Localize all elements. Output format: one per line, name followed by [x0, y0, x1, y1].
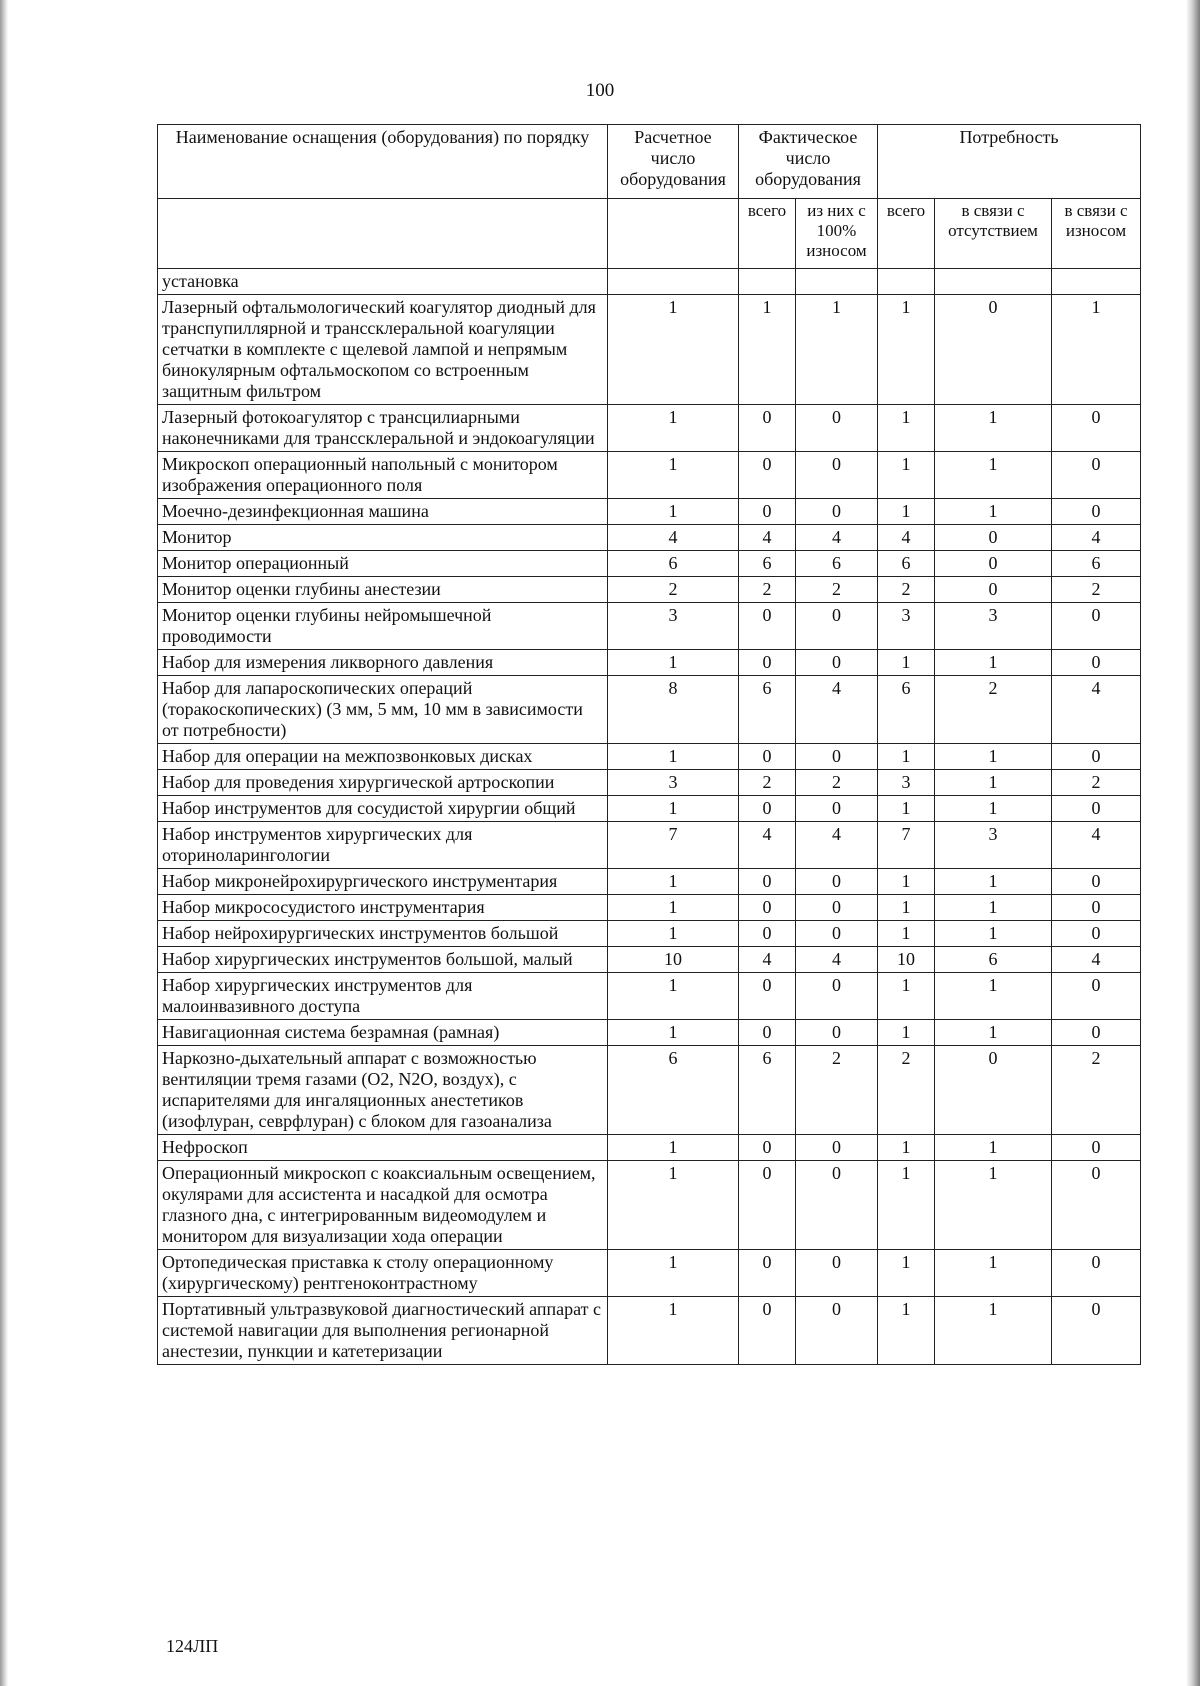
cell-need-absence: 2	[935, 676, 1052, 744]
table-row	[158, 405, 1141, 452]
cell-name: Набор хирургических инструментов большой, малый	[158, 947, 608, 973]
cell-need-absence: 1	[935, 1250, 1052, 1297]
cell-actual-total: 0	[739, 650, 796, 676]
table-row	[158, 551, 1141, 577]
cell-actual-worn: 0	[796, 499, 878, 525]
cell-calculated: 1	[608, 405, 739, 452]
cell-need-total: 7	[878, 822, 935, 869]
cell-actual-worn: 0	[796, 650, 878, 676]
cell-calculated: 1	[608, 1161, 739, 1250]
cell-actual-total	[739, 269, 796, 295]
cell-actual-total: 0	[739, 603, 796, 650]
header-calculated: Расчетное число оборудования	[608, 125, 739, 199]
cell-actual-total: 4	[739, 525, 796, 551]
cell-need-absence: 1	[935, 1161, 1052, 1250]
cell-need-absence: 1	[935, 1020, 1052, 1046]
cell-calculated: 10	[608, 947, 739, 973]
cell-need-wear: 0	[1052, 499, 1141, 525]
cell-name: Набор микрососудистого инструментария	[158, 895, 608, 921]
cell-need-wear: 0	[1052, 869, 1141, 895]
cell-need-total: 2	[878, 1046, 935, 1135]
cell-name: Ортопедическая приставка к столу операционному (хирургическому) рентгеноконтрастному	[158, 1250, 608, 1297]
cell-need-wear: 4	[1052, 525, 1141, 551]
cell-need-wear: 0	[1052, 650, 1141, 676]
cell-actual-total: 2	[739, 770, 796, 796]
cell-calculated: 1	[608, 452, 739, 499]
cell-need-total: 1	[878, 295, 935, 405]
cell-need-absence: 1	[935, 1297, 1052, 1365]
table-row	[158, 744, 1141, 770]
cell-name: Операционный микроскоп с коаксиальным освещением, окулярами для ассистента и насадкой для осмотра глазного дна, с интегрированным видеомодулем и монитором для визуализации хода операции	[158, 1161, 608, 1250]
cell-need-absence: 1	[935, 770, 1052, 796]
table-row	[158, 947, 1141, 973]
cell-actual-worn: 4	[796, 676, 878, 744]
page-number: 100	[585, 80, 615, 101]
cell-actual-worn: 0	[796, 1161, 878, 1250]
table-row	[158, 921, 1141, 947]
cell-need-wear: 2	[1052, 577, 1141, 603]
cell-need-wear: 0	[1052, 603, 1141, 650]
cell-calculated: 8	[608, 676, 739, 744]
cell-calculated: 1	[608, 1250, 739, 1297]
cell-actual-total: 0	[739, 1250, 796, 1297]
cell-need-absence: 1	[935, 973, 1052, 1020]
table-row	[158, 770, 1141, 796]
cell-actual-total: 0	[739, 796, 796, 822]
cell-need-wear: 0	[1052, 452, 1141, 499]
cell-actual-worn: 4	[796, 525, 878, 551]
cell-actual-worn: 0	[796, 1297, 878, 1365]
cell-actual-total: 0	[739, 869, 796, 895]
cell-calculated: 3	[608, 603, 739, 650]
cell-need-absence: 6	[935, 947, 1052, 973]
cell-need-wear: 0	[1052, 1161, 1141, 1250]
cell-calculated: 4	[608, 525, 739, 551]
cell-actual-total: 0	[739, 499, 796, 525]
header-need-total: всего	[878, 199, 935, 269]
cell-calculated: 1	[608, 295, 739, 405]
table-row	[158, 295, 1141, 405]
cell-name: Монитор операционный	[158, 551, 608, 577]
cell-need-absence: 1	[935, 452, 1052, 499]
cell-calculated: 1	[608, 499, 739, 525]
table-row	[158, 269, 1141, 295]
table-row	[158, 1135, 1141, 1161]
header-actual-total: всего	[739, 199, 796, 269]
cell-name: Наркозно-дыхательный аппарат с возможностью вентиляции тремя газами (О2, N2O, воздух), с испарителями для ингаляционных анестетиков (изофлуран, севрфлуран) с блоком для газоанализа	[158, 1046, 608, 1135]
cell-calculated: 1	[608, 744, 739, 770]
cell-actual-worn: 0	[796, 744, 878, 770]
header-name: Наименование оснащения (оборудования) по порядку	[158, 125, 608, 199]
table-row	[158, 1046, 1141, 1135]
cell-need-wear: 0	[1052, 744, 1141, 770]
cell-actual-total: 6	[739, 1046, 796, 1135]
cell-name: Набор инструментов хирургических для оториноларингологии	[158, 822, 608, 869]
cell-actual-worn: 0	[796, 1250, 878, 1297]
scan-right-edge	[1186, 0, 1200, 1686]
cell-need-absence: 1	[935, 796, 1052, 822]
cell-actual-total: 0	[739, 921, 796, 947]
cell-name: Монитор	[158, 525, 608, 551]
cell-need-total: 1	[878, 869, 935, 895]
cell-actual-total: 0	[739, 973, 796, 1020]
cell-actual-worn: 0	[796, 1020, 878, 1046]
cell-need-wear: 0	[1052, 405, 1141, 452]
cell-name: Набор микронейрохирургического инструментария	[158, 869, 608, 895]
cell-need-total: 3	[878, 603, 935, 650]
cell-actual-total: 1	[739, 295, 796, 405]
cell-actual-worn: 0	[796, 869, 878, 895]
cell-actual-total: 0	[739, 744, 796, 770]
cell-actual-worn: 2	[796, 577, 878, 603]
cell-actual-total: 0	[739, 1161, 796, 1250]
cell-name: Набор инструментов для сосудистой хирургии общий	[158, 796, 608, 822]
cell-actual-worn: 0	[796, 895, 878, 921]
cell-calculated: 6	[608, 1046, 739, 1135]
cell-calculated: 7	[608, 822, 739, 869]
cell-calculated: 1	[608, 1297, 739, 1365]
cell-actual-total: 2	[739, 577, 796, 603]
cell-need-wear: 0	[1052, 796, 1141, 822]
cell-need-total: 1	[878, 1250, 935, 1297]
header-name-cont	[158, 199, 608, 269]
footer-code: 124ЛП	[166, 1636, 219, 1656]
table-row	[158, 1161, 1141, 1250]
cell-need-wear	[1052, 269, 1141, 295]
cell-need-total: 1	[878, 452, 935, 499]
cell-calculated: 6	[608, 551, 739, 577]
cell-actual-worn: 4	[796, 822, 878, 869]
cell-need-wear: 0	[1052, 1297, 1141, 1365]
cell-actual-total: 0	[739, 1135, 796, 1161]
cell-need-absence: 0	[935, 295, 1052, 405]
cell-need-absence: 1	[935, 1135, 1052, 1161]
cell-actual-total: 4	[739, 947, 796, 973]
table-row	[158, 603, 1141, 650]
cell-actual-worn: 4	[796, 947, 878, 973]
cell-actual-worn	[796, 269, 878, 295]
cell-need-absence: 0	[935, 551, 1052, 577]
table-row	[158, 869, 1141, 895]
cell-need-total: 1	[878, 499, 935, 525]
cell-name: Монитор оценки глубины анестезии	[158, 577, 608, 603]
table-row	[158, 973, 1141, 1020]
cell-name: Набор для измерения ликворного давления	[158, 650, 608, 676]
cell-name: Портативный ультразвуковой диагностический аппарат с системой навигации для выполнения регионарной анестезии, пункции и катетеризации	[158, 1297, 608, 1365]
cell-need-absence: 0	[935, 525, 1052, 551]
cell-need-total: 1	[878, 405, 935, 452]
table-row	[158, 895, 1141, 921]
cell-need-absence: 1	[935, 650, 1052, 676]
cell-need-absence	[935, 269, 1052, 295]
cell-name: Навигационная система безрамная (рамная)	[158, 1020, 608, 1046]
cell-calculated: 2	[608, 577, 739, 603]
cell-need-total: 6	[878, 551, 935, 577]
table-row	[158, 1297, 1141, 1365]
cell-actual-total: 0	[739, 1020, 796, 1046]
cell-actual-total: 0	[739, 895, 796, 921]
cell-name: Набор нейрохирургических инструментов большой	[158, 921, 608, 947]
cell-name: Набор для операции на межпозвонковых дисках	[158, 744, 608, 770]
header-actual-worn: из них с 100% износом	[796, 199, 878, 269]
header-need-wear: в связи с износом	[1052, 199, 1141, 269]
cell-calculated: 3	[608, 770, 739, 796]
cell-need-absence: 1	[935, 921, 1052, 947]
cell-calculated: 1	[608, 796, 739, 822]
cell-actual-total: 0	[739, 452, 796, 499]
cell-calculated: 1	[608, 650, 739, 676]
table-body	[158, 269, 1141, 1365]
header-actual: Фактическое число оборудования	[739, 125, 878, 199]
table-row	[158, 499, 1141, 525]
cell-need-wear: 4	[1052, 822, 1141, 869]
cell-name: Нефроскоп	[158, 1135, 608, 1161]
cell-need-wear: 0	[1052, 1135, 1141, 1161]
cell-need-total: 4	[878, 525, 935, 551]
cell-actual-total: 0	[739, 405, 796, 452]
header-need: Потребность	[878, 125, 1141, 199]
cell-need-absence: 3	[935, 603, 1052, 650]
cell-name: Набор хирургических инструментов для малоинвазивного доступа	[158, 973, 608, 1020]
cell-actual-worn: 0	[796, 921, 878, 947]
table-row	[158, 822, 1141, 869]
cell-calculated: 1	[608, 1135, 739, 1161]
cell-need-absence: 0	[935, 577, 1052, 603]
cell-calculated: 1	[608, 895, 739, 921]
cell-need-total: 1	[878, 1297, 935, 1365]
cell-actual-worn: 2	[796, 770, 878, 796]
cell-need-wear: 4	[1052, 947, 1141, 973]
cell-actual-worn: 0	[796, 796, 878, 822]
cell-need-total: 1	[878, 1161, 935, 1250]
cell-need-wear: 0	[1052, 921, 1141, 947]
cell-need-absence: 0	[935, 1046, 1052, 1135]
cell-actual-worn: 0	[796, 973, 878, 1020]
cell-actual-total: 6	[739, 551, 796, 577]
cell-actual-total: 6	[739, 676, 796, 744]
cell-actual-worn: 0	[796, 405, 878, 452]
cell-need-total: 1	[878, 1020, 935, 1046]
cell-name: Монитор оценки глубины нейромышечной проводимости	[158, 603, 608, 650]
table-row	[158, 1020, 1141, 1046]
table-row	[158, 796, 1141, 822]
table-row	[158, 452, 1141, 499]
cell-need-total: 1	[878, 796, 935, 822]
cell-calculated: 1	[608, 1020, 739, 1046]
cell-need-total: 1	[878, 1135, 935, 1161]
cell-need-total: 1	[878, 744, 935, 770]
header-calculated-cont	[608, 199, 739, 269]
cell-need-total: 1	[878, 921, 935, 947]
cell-need-absence: 1	[935, 405, 1052, 452]
header-need-absence: в связи с отсутствием	[935, 199, 1052, 269]
cell-need-absence: 1	[935, 895, 1052, 921]
cell-need-wear: 2	[1052, 1046, 1141, 1135]
cell-name: Лазерный офтальмологический коагулятор диодный для транспупиллярной и транссклеральной коагуляции сетчатки в комплекте с щелевой лампой и непрямым бинокулярным офтальмоскопом со встроенным защитным фильтром	[158, 295, 608, 405]
cell-need-wear: 0	[1052, 973, 1141, 1020]
cell-need-total: 3	[878, 770, 935, 796]
cell-need-wear: 0	[1052, 1250, 1141, 1297]
cell-name: Моечно-дезинфекционная машина	[158, 499, 608, 525]
cell-calculated: 1	[608, 921, 739, 947]
cell-actual-worn: 0	[796, 452, 878, 499]
cell-calculated: 1	[608, 869, 739, 895]
cell-name: установка	[158, 269, 608, 295]
cell-actual-worn: 2	[796, 1046, 878, 1135]
cell-actual-worn: 6	[796, 551, 878, 577]
table-row	[158, 650, 1141, 676]
cell-actual-total: 4	[739, 822, 796, 869]
cell-need-absence: 1	[935, 499, 1052, 525]
table-row	[158, 525, 1141, 551]
cell-need-wear: 0	[1052, 1020, 1141, 1046]
cell-need-total: 10	[878, 947, 935, 973]
cell-need-absence: 3	[935, 822, 1052, 869]
cell-need-total	[878, 269, 935, 295]
cell-calculated: 1	[608, 973, 739, 1020]
cell-actual-worn: 1	[796, 295, 878, 405]
cell-need-total: 2	[878, 577, 935, 603]
table-header	[158, 125, 1141, 269]
cell-name: Набор для лапароскопических операций (торакоскопических) (3 мм, 5 мм, 10 мм в зависимости от потребности)	[158, 676, 608, 744]
cell-name: Набор для проведения хирургической артроскопии	[158, 770, 608, 796]
cell-actual-worn: 0	[796, 603, 878, 650]
cell-need-wear: 2	[1052, 770, 1141, 796]
cell-need-wear: 4	[1052, 676, 1141, 744]
cell-name: Микроскоп операционный напольный с монитором изображения операционного поля	[158, 452, 608, 499]
cell-need-absence: 1	[935, 869, 1052, 895]
equipment-table	[157, 124, 1141, 1365]
cell-need-total: 6	[878, 676, 935, 744]
cell-actual-total: 0	[739, 1297, 796, 1365]
cell-need-wear: 0	[1052, 895, 1141, 921]
table-row	[158, 577, 1141, 603]
cell-need-absence: 1	[935, 744, 1052, 770]
cell-name: Лазерный фотокоагулятор с трансцилиарными наконечниками для транссклеральной и эндокоагуляции	[158, 405, 608, 452]
cell-actual-worn: 0	[796, 1135, 878, 1161]
cell-need-wear: 1	[1052, 295, 1141, 405]
cell-need-wear: 6	[1052, 551, 1141, 577]
cell-calculated	[608, 269, 739, 295]
scan-left-edge	[0, 0, 8, 1686]
cell-need-total: 1	[878, 895, 935, 921]
table-row	[158, 676, 1141, 744]
table-row	[158, 1250, 1141, 1297]
cell-need-total: 1	[878, 650, 935, 676]
cell-need-total: 1	[878, 973, 935, 1020]
